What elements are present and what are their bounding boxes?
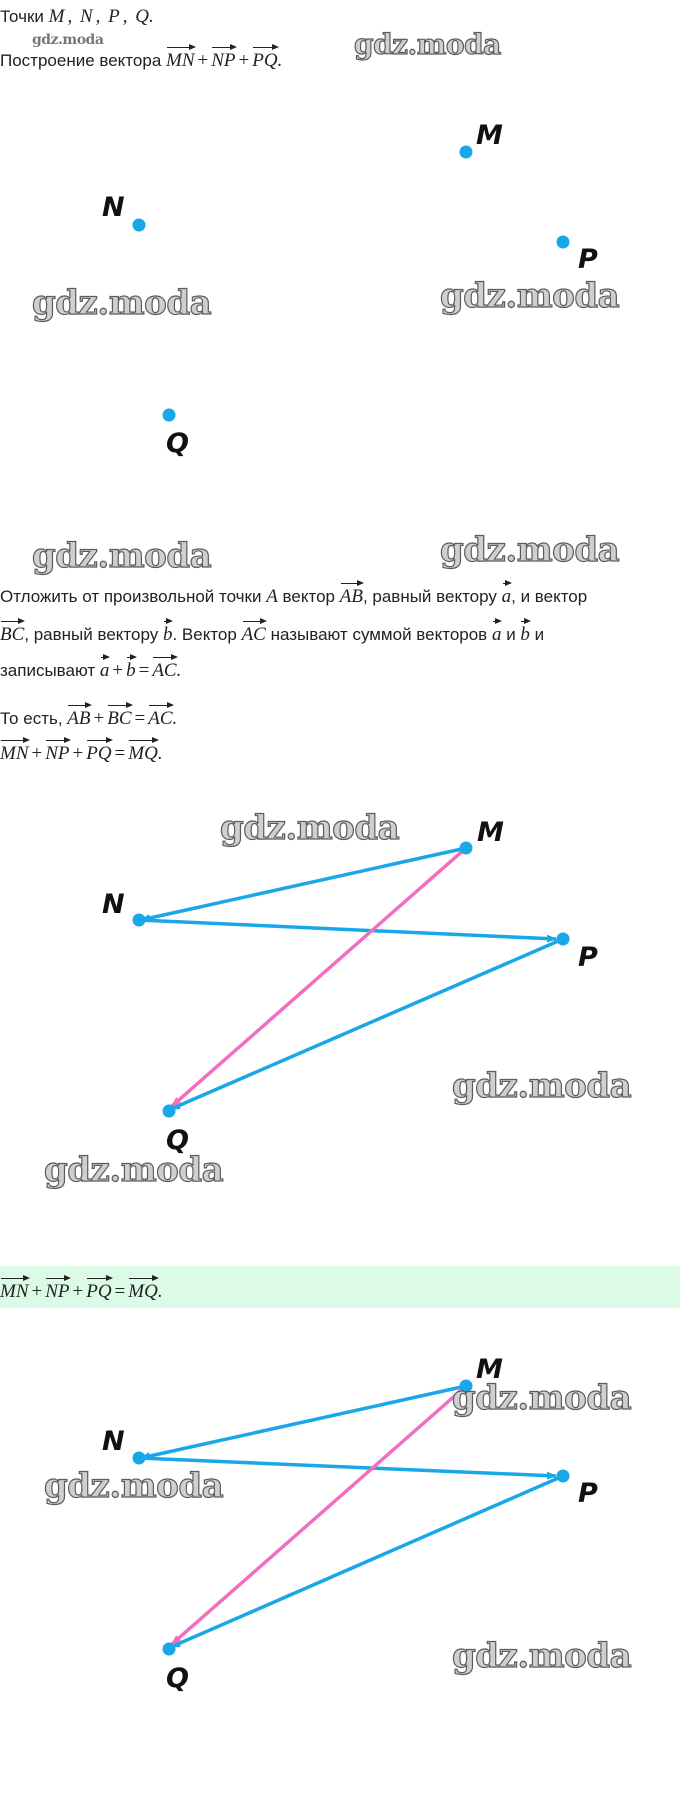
vec-ab: AB — [67, 702, 90, 730]
label-n: N — [102, 1426, 125, 1457]
theory-line-3: записывают a + b = AC. — [0, 654, 181, 682]
vec-np: NP — [45, 1275, 69, 1303]
vec-mq: MQ — [128, 1275, 158, 1303]
watermark: gdz.moda — [452, 1066, 632, 1106]
vec-a: a — [100, 654, 110, 682]
theory-text: называют суммой векторов — [270, 625, 488, 644]
watermark: gdz.moda — [452, 1378, 632, 1418]
watermark: gdz.moda — [452, 1636, 632, 1676]
label-p: P — [578, 942, 598, 973]
vector-mq-arrow — [172, 848, 466, 1106]
point-q — [163, 1105, 176, 1118]
label-q: Q — [166, 1663, 189, 1694]
vec-mn: MN — [0, 737, 29, 765]
construction-line: Построение вектора MN + NP + PQ. — [0, 44, 282, 72]
theory-text: вектор — [282, 587, 335, 606]
vec-mn: MN — [0, 1275, 29, 1303]
theory-text: и — [506, 625, 516, 644]
point-p — [557, 236, 570, 249]
theory-line-2 — [0, 618, 544, 646]
vector-mn-arrow — [141, 848, 466, 920]
figure-vector-sum-1 — [0, 810, 680, 1170]
label-q: Q — [166, 1125, 189, 1156]
theory-text: , равный вектору — [362, 587, 497, 606]
label-p: P — [578, 244, 598, 275]
theory-line-1 — [0, 580, 587, 608]
label-q: Q — [166, 428, 189, 459]
watermark: gdz.moda — [440, 530, 620, 570]
point-n-name: N — [79, 6, 93, 27]
theory-text: То есть, — [0, 709, 63, 728]
vec-ac: AC — [152, 654, 176, 682]
vector-pq-arrow — [171, 1476, 563, 1647]
point-q — [163, 1643, 176, 1656]
point-p-name: P — [108, 6, 120, 27]
point-p — [557, 1470, 570, 1483]
thats-line: То есть, AB + BC = AC. — [0, 702, 177, 730]
point-m-name: M — [48, 6, 65, 27]
point-m — [460, 842, 473, 855]
vec-mn: MN — [166, 44, 195, 72]
vec-pq: PQ — [252, 44, 277, 72]
vector-np-arrow — [139, 920, 556, 939]
watermark: gdz.moda — [44, 1466, 224, 1506]
label-m: M — [476, 1354, 503, 1385]
point-n — [133, 219, 146, 232]
vec-mq: MQ — [128, 737, 158, 765]
label-p: P — [578, 1478, 598, 1509]
point-n — [133, 914, 146, 927]
theory-text: . Вектор — [172, 625, 237, 644]
vec-a: a — [502, 580, 512, 608]
watermark: gdz.moda — [220, 808, 400, 848]
watermark-top: gdz.moda — [354, 28, 501, 61]
vec-ab: AB — [340, 580, 363, 608]
theory-text: и — [534, 625, 545, 644]
point-m — [460, 146, 473, 159]
sum-equation: MN + NP + PQ = MQ. — [0, 737, 163, 765]
answer-equation: MN + NP + PQ = MQ. — [0, 1275, 163, 1303]
label-n: N — [102, 192, 125, 223]
label-n: N — [102, 889, 125, 920]
vec-np: NP — [45, 737, 69, 765]
vec-np: NP — [211, 44, 235, 72]
vector-mq-arrow — [172, 1386, 466, 1644]
vec-b: b — [520, 618, 530, 646]
vec-ac: AC — [242, 618, 266, 646]
point-n — [133, 1452, 146, 1465]
watermark: gdz.moda — [440, 276, 620, 316]
construction-prefix: Построение вектора — [0, 51, 162, 70]
vec-bc: BC — [107, 702, 131, 730]
watermark: gdz.moda — [32, 536, 212, 576]
vec-pq: PQ — [86, 1275, 111, 1303]
theory-text: Отложить от произвольной точки — [0, 587, 262, 606]
theory-text: , равный вектору — [24, 625, 159, 644]
theory-text: , и вектор — [511, 587, 588, 606]
vec-bc: BC — [0, 618, 24, 646]
vec-b: b — [126, 654, 136, 682]
point-q — [163, 409, 176, 422]
theory-text: записывают — [0, 661, 96, 680]
label-m: M — [476, 120, 503, 151]
watermark: gdz.moda — [44, 1150, 224, 1190]
point-a: A — [266, 586, 278, 607]
vec-ac: AC — [148, 702, 172, 730]
vec-b: b — [163, 618, 173, 646]
vector-mn-arrow — [141, 1386, 466, 1458]
vec-a: a — [492, 618, 502, 646]
points-prefix: Точки — [0, 7, 44, 26]
watermark: gdz.moda — [32, 283, 212, 323]
label-m: M — [477, 817, 504, 848]
watermark-small: gdz.moda — [32, 32, 104, 48]
vec-pq: PQ — [86, 737, 111, 765]
points-line: Точки M , N , P , Q. — [0, 6, 154, 27]
point-p — [557, 933, 570, 946]
point-q-name: Q — [135, 6, 149, 27]
